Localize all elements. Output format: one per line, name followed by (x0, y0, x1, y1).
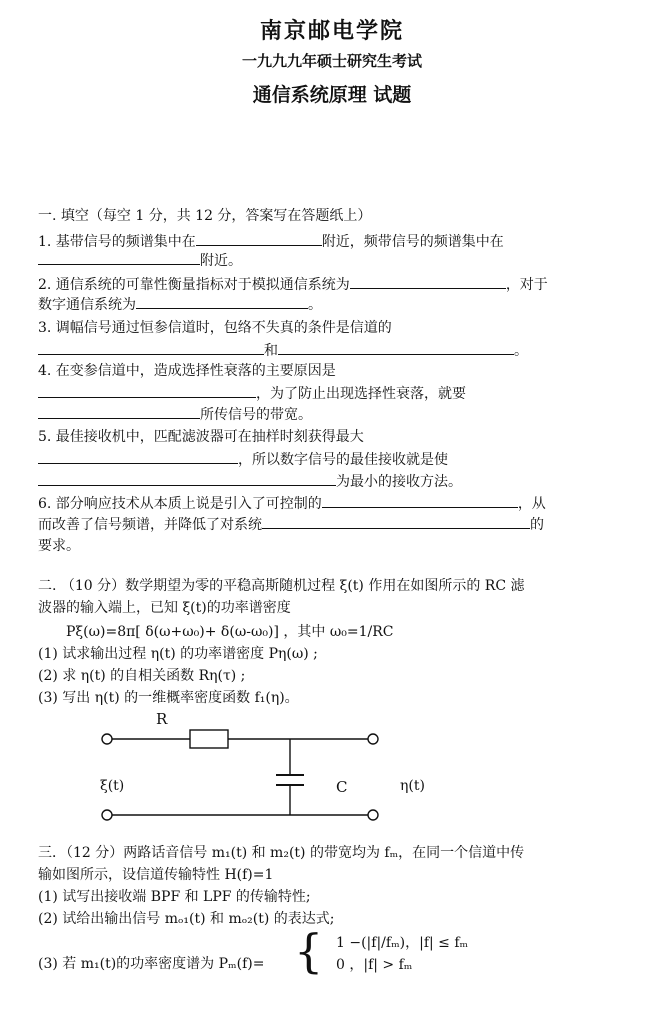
piecewise-brace: { (294, 924, 324, 978)
output-signal-label: η(t) (400, 778, 425, 794)
piecewise-case1: 1 −(|f|/fₘ)，|f| ≤ fₘ (336, 935, 469, 951)
section2-line2: 波器的输入端上，已知 ξ(t)的功率谱密度 (38, 600, 291, 616)
output-terminal-top (368, 734, 378, 744)
section2-item2: (2) 求 η(t) 的自相关函数 Rη(τ) ; (38, 668, 246, 684)
section3-line2: 输如图所示，设信道传输特性 H(f)=1 (38, 867, 274, 883)
q3-line1: 3. 调幅信号通过恒参信道时，包络不失真的条件是信道的 (38, 320, 392, 336)
section3-item3: (3) 若 m₁(t)的功率密度谱为 Pₘ(f)= (38, 956, 265, 972)
exam-title: 一九九九年硕士研究生考试 (241, 52, 422, 70)
resistor (190, 730, 228, 748)
section2-item3: (3) 写出 η(t) 的一维概率密度函数 f₁(η)。 (38, 690, 299, 706)
q4-line2: ，为了防止出现选择性衰落，就要 (38, 383, 466, 403)
q2-line1: 2. 通信系统的可靠性衡量指标对于模拟通信系统为 ，对于 (38, 274, 548, 294)
q2-line2: 数字通信系统为 。 (38, 294, 322, 314)
q5-line3: 为最小的接收方法。 (38, 471, 462, 491)
school-name: 南京邮电学院 (259, 18, 404, 44)
input-terminal-top (102, 734, 112, 744)
q6-line1: 6. 部分响应技术从本质上说是引入了可控制的 ，从 (38, 493, 546, 513)
section2-line1: 二. （10 分）数学期望为零的平稳高斯随机过程 ξ(t) 作用在如图所示的 RC 滤 (38, 578, 525, 594)
q3-line2: 和 。 (38, 340, 528, 360)
q1-line2: 附近。 (38, 250, 242, 270)
section3-line1: 三．（12 分）两路话音信号 m₁(t) 和 m₂(t) 的带宽均为 fₘ，在同一个信道中传 (38, 845, 525, 861)
output-terminal-bottom (368, 810, 378, 820)
q1-line1: 1. 基带信号的频谱集中在 附近，频带信号的频谱集中在 (38, 231, 504, 251)
input-terminal-bottom (102, 810, 112, 820)
section3-item2: (2) 试给出输出信号 mₒ₁(t) 和 mₒ₂(t) 的表达式; (38, 911, 335, 927)
capacitor-label: C (336, 778, 348, 796)
section2-item1: (1) 试求输出过程 η(t) 的功率谱密度 Pη(ω) ; (38, 646, 318, 662)
q5-line1: 5. 最佳接收机中，匹配滤波器可在抽样时刻获得最大 (38, 429, 364, 445)
psd-formula: Pξ(ω)=8π[ δ(ω+ω₀)+ δ(ω-ω₀)] ，其中 ω₀=1/RC (66, 624, 394, 640)
subject-title: 通信系统原理 试题 (252, 84, 412, 106)
q6-line3: 要求。 (38, 538, 80, 554)
resistor-label: R (156, 710, 168, 728)
section1-heading: 一. 填空（每空 1 分，共 12 分，答案写在答题纸上） (38, 208, 372, 224)
piecewise-case2: 0 ，|f| > fₘ (336, 957, 413, 973)
q6-line2: 而改善了信号频谱，并降低了对系统 的 (38, 514, 544, 534)
q5-line2: ，所以数字信号的最佳接收就是使 (38, 449, 448, 469)
input-signal-label: ξ(t) (100, 778, 125, 794)
q4-line3: 所传信号的带宽。 (38, 404, 312, 424)
q4-line1: 4. 在变参信道中，造成选择性衰落的主要原因是 (38, 363, 336, 379)
section3-item1: (1) 试写出接收端 BPF 和 LPF 的传输特性; (38, 889, 311, 905)
